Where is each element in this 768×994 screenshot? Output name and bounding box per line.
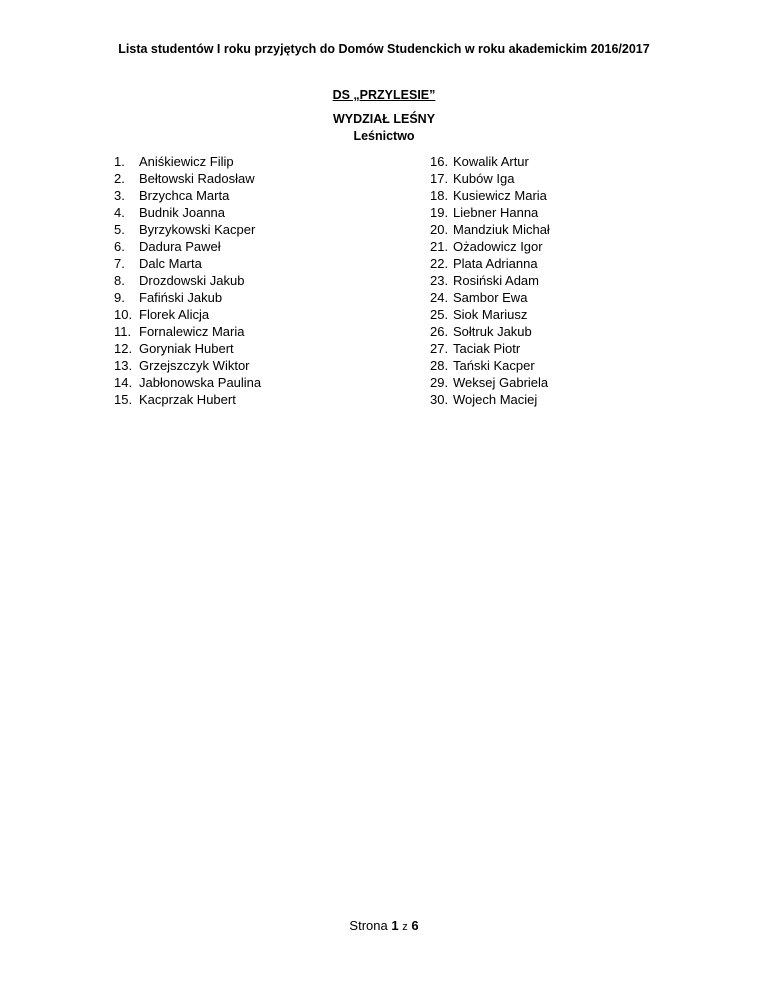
student-name: Byrzykowski Kacper bbox=[139, 222, 256, 237]
student-name: Sambor Ewa bbox=[453, 290, 528, 305]
item-number: 5. bbox=[114, 222, 125, 237]
list-item bbox=[114, 170, 261, 187]
list-item bbox=[114, 357, 261, 374]
list-item bbox=[430, 153, 550, 170]
student-name: Tański Kacper bbox=[453, 358, 535, 373]
page-footer bbox=[0, 918, 768, 933]
list-item bbox=[430, 238, 550, 255]
list-item bbox=[430, 221, 550, 238]
item-number: 19. bbox=[430, 205, 449, 220]
item-number: 12. bbox=[114, 341, 133, 356]
item-number: 10. bbox=[114, 307, 133, 322]
student-list-right bbox=[430, 153, 550, 408]
student-name: Sołtruk Jakub bbox=[453, 324, 532, 339]
item-number: 17. bbox=[430, 171, 449, 186]
list-item bbox=[114, 255, 261, 272]
student-name: Budnik Joanna bbox=[139, 205, 226, 220]
item-number: 22. bbox=[430, 256, 449, 271]
student-name: Ożadowicz Igor bbox=[453, 239, 543, 254]
student-name: Plata Adrianna bbox=[453, 256, 538, 271]
item-number: 16. bbox=[430, 154, 449, 169]
student-name: Siok Mariusz bbox=[453, 307, 528, 322]
item-number: 29. bbox=[430, 375, 449, 390]
list-item bbox=[430, 391, 550, 408]
item-number: 20. bbox=[430, 222, 449, 237]
item-number: 25. bbox=[430, 307, 449, 322]
dorm-title bbox=[0, 88, 768, 102]
student-name: Liebner Hanna bbox=[453, 205, 539, 220]
item-number: 6. bbox=[114, 239, 125, 254]
list-item bbox=[430, 272, 550, 289]
list-item bbox=[430, 357, 550, 374]
list-item bbox=[430, 187, 550, 204]
item-number: 1. bbox=[114, 154, 125, 169]
list-item bbox=[114, 153, 261, 170]
student-name: Kowalik Artur bbox=[453, 154, 529, 169]
list-item bbox=[114, 306, 261, 323]
list-item bbox=[430, 306, 550, 323]
list-item bbox=[114, 323, 261, 340]
item-number: 15. bbox=[114, 392, 133, 407]
item-number: 28. bbox=[430, 358, 449, 373]
item-number: 7. bbox=[114, 256, 125, 271]
list-item bbox=[430, 255, 550, 272]
student-name: Mandziuk Michał bbox=[453, 222, 550, 237]
student-name: Dadura Paweł bbox=[139, 239, 221, 254]
item-number: 21. bbox=[430, 239, 449, 254]
student-name: Dalc Marta bbox=[139, 256, 202, 271]
student-name: Florek Alicja bbox=[139, 307, 210, 322]
list-item bbox=[114, 272, 261, 289]
list-item bbox=[114, 238, 261, 255]
item-number: 23. bbox=[430, 273, 449, 288]
student-list-left bbox=[114, 153, 261, 408]
current-page-number: 1 bbox=[391, 918, 399, 933]
item-number: 14. bbox=[114, 375, 133, 390]
student-name: Taciak Piotr bbox=[453, 341, 521, 356]
list-item bbox=[430, 340, 550, 357]
page-separator: z bbox=[402, 921, 408, 933]
dorm-name: DS „PRZYLESIE” bbox=[332, 88, 436, 102]
student-name: Jabłonowska Paulina bbox=[139, 375, 262, 390]
item-number: 4. bbox=[114, 205, 125, 220]
student-name: Kubów Iga bbox=[453, 171, 515, 186]
student-name: Drozdowski Jakub bbox=[139, 273, 245, 288]
item-number: 8. bbox=[114, 273, 125, 288]
list-item bbox=[114, 204, 261, 221]
item-number: 2. bbox=[114, 171, 125, 186]
list-item bbox=[114, 340, 261, 357]
student-name: Fornalewicz Maria bbox=[139, 324, 245, 339]
student-name: Aniśkiewicz Filip bbox=[139, 154, 234, 169]
faculty-title: WYDZIAŁ LEŚNY bbox=[332, 112, 436, 126]
item-number: 13. bbox=[114, 358, 133, 373]
student-name: Fafiński Jakub bbox=[139, 290, 223, 305]
list-item bbox=[430, 204, 550, 221]
student-name: Bełtowski Radosław bbox=[139, 171, 255, 186]
student-name: Brzychca Marta bbox=[139, 188, 230, 203]
item-number: 11. bbox=[114, 324, 132, 339]
page-header: Lista studentów I roku przyjętych do Domów Studenckich w roku akademickim 2016/2017 bbox=[118, 42, 650, 56]
item-number: 30. bbox=[430, 392, 449, 407]
student-name: Wojech Maciej bbox=[453, 392, 538, 407]
item-number: 24. bbox=[430, 290, 449, 305]
list-item bbox=[114, 391, 261, 408]
item-number: 18. bbox=[430, 188, 449, 203]
student-name: Weksej Gabriela bbox=[453, 375, 549, 390]
item-number: 9. bbox=[114, 290, 125, 305]
item-number: 3. bbox=[114, 188, 125, 203]
student-name: Kacprzak Hubert bbox=[139, 392, 236, 407]
student-name: Grzejszczyk Wiktor bbox=[139, 358, 250, 373]
list-item bbox=[114, 187, 261, 204]
student-name: Goryniak Hubert bbox=[139, 341, 234, 356]
list-item bbox=[430, 323, 550, 340]
total-pages-number: 6 bbox=[411, 918, 419, 933]
list-item bbox=[114, 289, 261, 306]
list-item bbox=[430, 374, 550, 391]
student-name: Kusiewicz Maria bbox=[453, 188, 547, 203]
major-title: Leśnictwo bbox=[353, 129, 415, 143]
list-item bbox=[114, 221, 261, 238]
list-item bbox=[430, 289, 550, 306]
item-number: 27. bbox=[430, 341, 449, 356]
item-number: 26. bbox=[430, 324, 449, 339]
student-name: Rosiński Adam bbox=[453, 273, 539, 288]
list-item bbox=[114, 374, 261, 391]
page-label: Strona bbox=[349, 918, 388, 933]
list-item bbox=[430, 170, 550, 187]
